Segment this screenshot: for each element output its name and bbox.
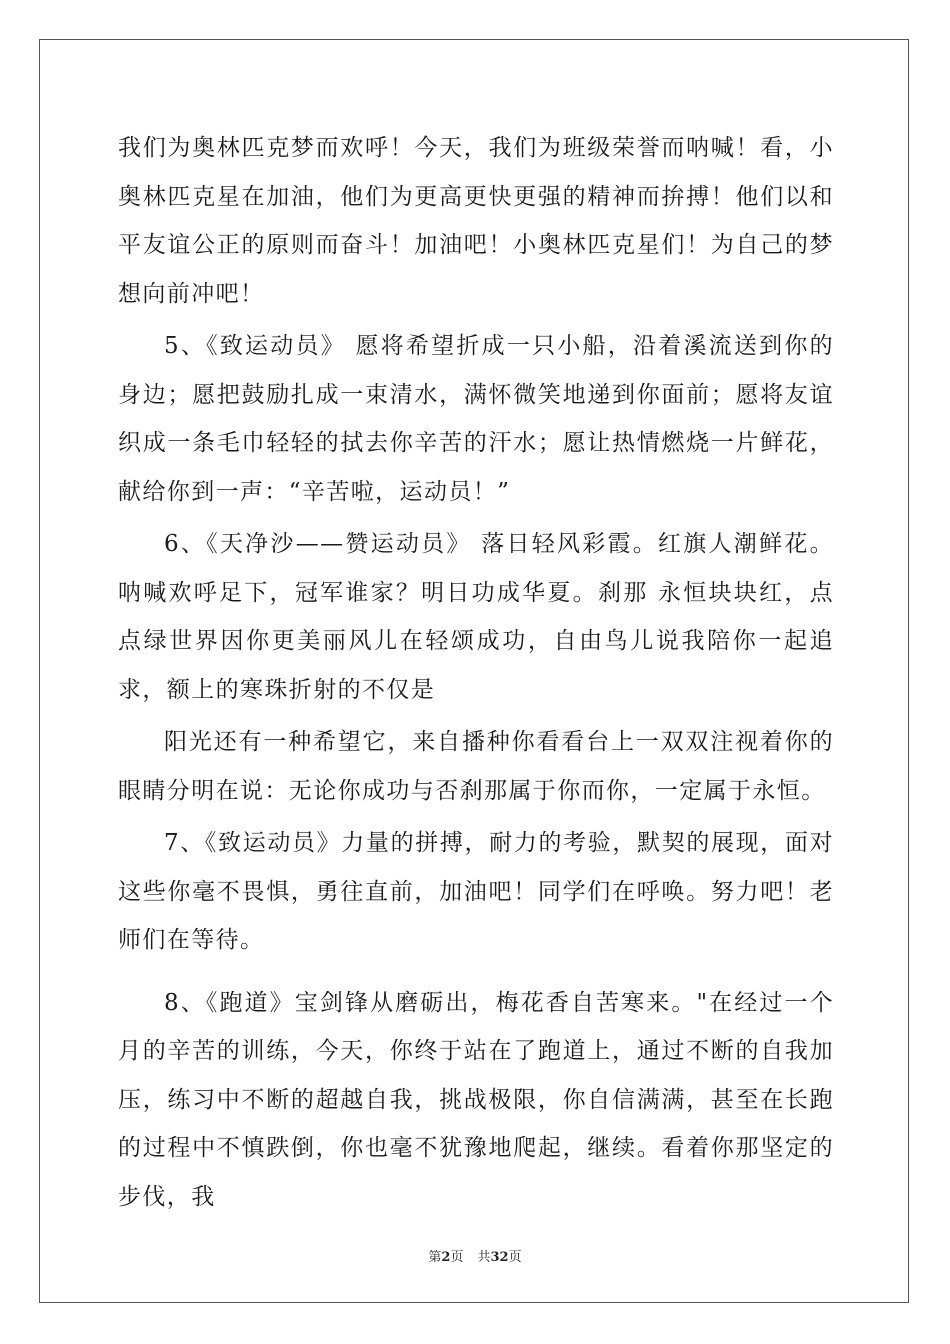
document-body: [118, 124, 834, 1221]
page-footer: [0, 1246, 950, 1265]
paragraph-3: 6、《天净沙——赞运动员》 落日轻风彩霞。红旗人潮鲜花。呐喊欢呼足下，冠军谁家？明日功成华夏。刹那 永恒块块红，点点绿世界因你更美丽风儿在轻颂成功，自由鸟儿说我陪你一起追求，额上的寒珠折射的不仅是: [118, 531, 834, 703]
page-prefix: 第: [428, 1250, 442, 1265]
page-number: 2: [441, 1250, 451, 1265]
total-suffix: 页: [508, 1250, 522, 1265]
paragraph-1: 我们为奥林匹克梦而欢呼！今天，我们为班级荣誉而呐喊！看，小奥林匹克星在加油，他们为更高更快更强的精神而拚搏！他们以和平友谊公正的原则而奋斗！加油吧！小奥林匹克星们！为自己的梦想向前冲吧！: [118, 135, 834, 307]
paragraph-4: 阳光还有一种希望它，来自播种你看看台上一双双注视着你的眼睛分明在说：无论你成功与否刹那属于你而你，一定属于永恒。: [118, 729, 834, 804]
paragraph-6: 8、《跑道》宝剑锋从磨砺出，梅花香自苦寒来。"在经过一个月的辛苦的训练，今天，你终于站在了跑道上，通过不断的自我加压，练习中不断的超越自我，挑战极限，你自信满满，甚至在长跑的过程中不慎跌倒，你也毫不犹豫地爬起，继续。看着你那坚定的步伐，我: [118, 989, 834, 1210]
paragraph-2: 5、《致运动员》 愿将希望折成一只小船，沿着溪流送到你的身边；愿把鼓励扎成一束清水，满怀微笑地递到你面前；愿将友谊织成一条毛巾轻轻的拭去你辛苦的汗水；愿让热情燃烧一片鲜花，献给你到一声：“辛苦啦，运动员！”: [118, 333, 834, 505]
page-suffix: 页: [450, 1250, 464, 1265]
total-prefix: 共: [477, 1250, 491, 1265]
paragraph-5: 7、《致运动员》力量的拼搏，耐力的考验，默契的展现，面对这些你毫不畏惧，勇往直前，加油吧！同学们在呼唤。努力吧！老师们在等待。: [118, 830, 834, 953]
total-pages: 32: [490, 1250, 509, 1265]
